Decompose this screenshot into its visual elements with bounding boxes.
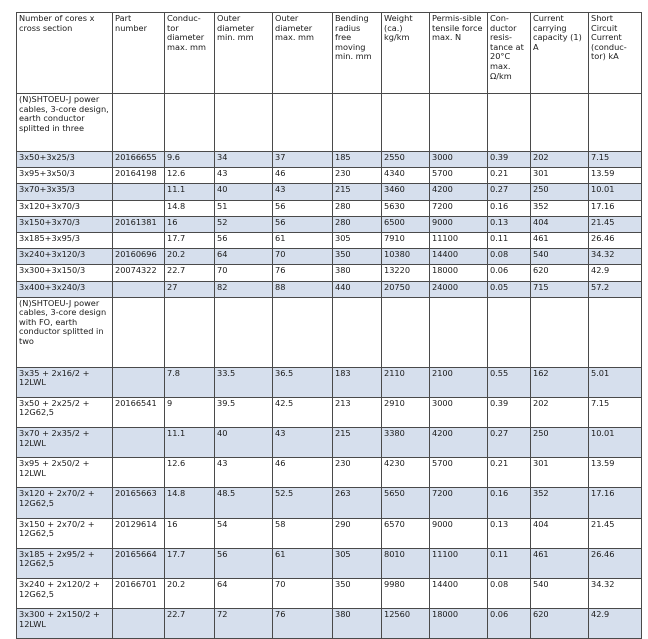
empty-cell bbox=[333, 297, 382, 367]
table-row bbox=[17, 184, 642, 200]
table-cell: 2110 bbox=[382, 367, 430, 397]
table-cell: 0.21 bbox=[488, 168, 531, 184]
col-header-current-capacity: Current carrying capacity (1) A bbox=[531, 13, 589, 94]
col-header-cores: Number of cores x cross section bbox=[17, 13, 113, 94]
table-cell: 24000 bbox=[430, 281, 488, 297]
empty-cell bbox=[113, 297, 165, 367]
table-cell: 43 bbox=[273, 184, 333, 200]
table-cell: 0.16 bbox=[488, 488, 531, 518]
table-cell: 88 bbox=[273, 281, 333, 297]
table-cell: 70 bbox=[273, 579, 333, 609]
table-cell: 43 bbox=[273, 428, 333, 458]
table-cell: 0.21 bbox=[488, 458, 531, 488]
table-cell: 58 bbox=[273, 518, 333, 548]
table-cell: 3x300 + 2x150/2 + 12LWL bbox=[17, 609, 113, 639]
table-cell: 6500 bbox=[382, 216, 430, 232]
table-cell: 0.06 bbox=[488, 265, 531, 281]
table-cell: 70 bbox=[215, 265, 273, 281]
table-cell: 440 bbox=[333, 281, 382, 297]
table-cell: 7200 bbox=[430, 200, 488, 216]
table-row bbox=[17, 249, 642, 265]
table-cell: 9000 bbox=[430, 216, 488, 232]
table-cell: 52.5 bbox=[273, 488, 333, 518]
table-cell: 461 bbox=[531, 548, 589, 578]
table-cell bbox=[113, 200, 165, 216]
table-cell: 14.8 bbox=[165, 488, 215, 518]
table-cell: 10.01 bbox=[589, 428, 642, 458]
table-row bbox=[17, 232, 642, 248]
table-row bbox=[17, 548, 642, 578]
table-cell: 17.7 bbox=[165, 548, 215, 578]
table-cell: 7200 bbox=[430, 488, 488, 518]
table-cell: 48.5 bbox=[215, 488, 273, 518]
table-cell: 51 bbox=[215, 200, 273, 216]
table-cell: 12.6 bbox=[165, 168, 215, 184]
table-cell: 0.39 bbox=[488, 397, 531, 427]
col-header-weight: Weight (ca.) kg/km bbox=[382, 13, 430, 94]
table-cell: 5700 bbox=[430, 168, 488, 184]
table-cell: 3x35 + 2x16/2 + 12LWL bbox=[17, 367, 113, 397]
table-cell: 5630 bbox=[382, 200, 430, 216]
table-cell: 280 bbox=[333, 200, 382, 216]
table-cell: 620 bbox=[531, 609, 589, 639]
table-cell: 12560 bbox=[382, 609, 430, 639]
table-cell: 46 bbox=[273, 458, 333, 488]
table-cell: 5650 bbox=[382, 488, 430, 518]
table-cell: 3x50+3x25/3 bbox=[17, 152, 113, 168]
table-cell: 352 bbox=[531, 200, 589, 216]
table-cell: 20161381 bbox=[113, 216, 165, 232]
table-cell: 61 bbox=[273, 548, 333, 578]
table-cell: 20160696 bbox=[113, 249, 165, 265]
table-cell: 20074322 bbox=[113, 265, 165, 281]
table-cell: 42.5 bbox=[273, 397, 333, 427]
table-cell: 4230 bbox=[382, 458, 430, 488]
table-row bbox=[17, 367, 642, 397]
table-cell: 3x300+3x150/3 bbox=[17, 265, 113, 281]
table-cell: 9 bbox=[165, 397, 215, 427]
table-row bbox=[17, 518, 642, 548]
table-cell: 20.2 bbox=[165, 249, 215, 265]
table-cell: 61 bbox=[273, 232, 333, 248]
table-cell: 3x120 + 2x70/2 + 12G62,5 bbox=[17, 488, 113, 518]
table-cell: 715 bbox=[531, 281, 589, 297]
table-cell: 22.7 bbox=[165, 609, 215, 639]
table-cell: 540 bbox=[531, 579, 589, 609]
col-header-conductor-diameter: Conduc-tor diameter max. mm bbox=[165, 13, 215, 94]
table-row bbox=[17, 488, 642, 518]
table-cell: 56 bbox=[273, 200, 333, 216]
table-cell: 56 bbox=[215, 232, 273, 248]
table-cell: 620 bbox=[531, 265, 589, 281]
empty-cell bbox=[488, 297, 531, 367]
col-header-part-number: Part number bbox=[113, 13, 165, 94]
table-cell: 9980 bbox=[382, 579, 430, 609]
section-title: (N)SHTOEU-J power cables, 3-core design, earth conductor splitted in three bbox=[17, 94, 113, 152]
table-row bbox=[17, 579, 642, 609]
table-cell: 22.7 bbox=[165, 265, 215, 281]
empty-cell bbox=[531, 297, 589, 367]
table-cell: 404 bbox=[531, 518, 589, 548]
table-cell: 14.8 bbox=[165, 200, 215, 216]
table-cell: 20166655 bbox=[113, 152, 165, 168]
table-cell: 11100 bbox=[430, 548, 488, 578]
table-cell: 34.32 bbox=[589, 579, 642, 609]
table-cell: 56 bbox=[273, 216, 333, 232]
empty-cell bbox=[382, 297, 430, 367]
table-cell bbox=[113, 609, 165, 639]
table-cell: 3x185 + 2x95/2 + 12G62,5 bbox=[17, 548, 113, 578]
table-cell: 3000 bbox=[430, 397, 488, 427]
table-cell: 76 bbox=[273, 609, 333, 639]
table-cell: 4200 bbox=[430, 184, 488, 200]
table-cell: 12.6 bbox=[165, 458, 215, 488]
table-row bbox=[17, 281, 642, 297]
table-cell: 380 bbox=[333, 609, 382, 639]
table-cell bbox=[113, 184, 165, 200]
empty-cell bbox=[165, 297, 215, 367]
col-header-conductor-resistance: Con-ductor resis-tance at 20°C max. Ω/km bbox=[488, 13, 531, 94]
table-cell: 3380 bbox=[382, 428, 430, 458]
table-row bbox=[17, 216, 642, 232]
empty-cell bbox=[273, 297, 333, 367]
table-cell: 2550 bbox=[382, 152, 430, 168]
table-cell: 7910 bbox=[382, 232, 430, 248]
table-cell: 20164198 bbox=[113, 168, 165, 184]
table-cell: 185 bbox=[333, 152, 382, 168]
table-cell: 0.39 bbox=[488, 152, 531, 168]
table-row bbox=[17, 265, 642, 281]
table-cell: 26.46 bbox=[589, 548, 642, 578]
table-cell: 0.13 bbox=[488, 216, 531, 232]
table-cell: 20165663 bbox=[113, 488, 165, 518]
table-row bbox=[17, 609, 642, 639]
table-cell: 3x240+3x120/3 bbox=[17, 249, 113, 265]
table-cell: 72 bbox=[215, 609, 273, 639]
col-header-bending-radius: Bending radius free moving min. mm bbox=[333, 13, 382, 94]
table-cell: 2910 bbox=[382, 397, 430, 427]
empty-cell bbox=[215, 297, 273, 367]
table-cell: 215 bbox=[333, 428, 382, 458]
table-cell: 7.8 bbox=[165, 367, 215, 397]
table-row bbox=[17, 397, 642, 427]
table-cell: 16 bbox=[165, 518, 215, 548]
table-row bbox=[17, 428, 642, 458]
table-cell: 202 bbox=[531, 397, 589, 427]
table-cell: 540 bbox=[531, 249, 589, 265]
table-cell: 46 bbox=[273, 168, 333, 184]
table-cell: 0.11 bbox=[488, 548, 531, 578]
table-cell: 215 bbox=[333, 184, 382, 200]
table-cell: 20165664 bbox=[113, 548, 165, 578]
table-cell: 33.5 bbox=[215, 367, 273, 397]
table-cell: 27 bbox=[165, 281, 215, 297]
table-cell: 14400 bbox=[430, 579, 488, 609]
empty-cell bbox=[113, 94, 165, 152]
cable-data-table-container bbox=[16, 12, 642, 639]
table-cell: 42.9 bbox=[589, 609, 642, 639]
table-cell: 3460 bbox=[382, 184, 430, 200]
table-cell: 0.11 bbox=[488, 232, 531, 248]
table-cell: 0.13 bbox=[488, 518, 531, 548]
table-cell: 34.32 bbox=[589, 249, 642, 265]
table-cell: 280 bbox=[333, 216, 382, 232]
empty-cell bbox=[273, 94, 333, 152]
table-cell: 10380 bbox=[382, 249, 430, 265]
table-cell: 21.45 bbox=[589, 216, 642, 232]
table-cell: 34 bbox=[215, 152, 273, 168]
table-cell: 20166701 bbox=[113, 579, 165, 609]
table-cell: 3x185+3x95/3 bbox=[17, 232, 113, 248]
table-cell: 64 bbox=[215, 249, 273, 265]
table-cell: 461 bbox=[531, 232, 589, 248]
table-cell: 5.01 bbox=[589, 367, 642, 397]
table-cell: 20129614 bbox=[113, 518, 165, 548]
table-cell bbox=[113, 458, 165, 488]
table-cell: 301 bbox=[531, 458, 589, 488]
section-title-row bbox=[17, 297, 642, 367]
table-cell: 3x95 + 2x50/2 + 12LWL bbox=[17, 458, 113, 488]
table-cell: 37 bbox=[273, 152, 333, 168]
table-cell: 183 bbox=[333, 367, 382, 397]
table-cell: 36.5 bbox=[273, 367, 333, 397]
table-cell: 3x150+3x70/3 bbox=[17, 216, 113, 232]
table-cell: 3x70+3x35/3 bbox=[17, 184, 113, 200]
table-cell: 7.15 bbox=[589, 152, 642, 168]
table-cell: 404 bbox=[531, 216, 589, 232]
table-cell: 9.6 bbox=[165, 152, 215, 168]
empty-cell bbox=[531, 94, 589, 152]
table-cell: 305 bbox=[333, 548, 382, 578]
col-header-tensile-force: Permis-sible tensile force max. N bbox=[430, 13, 488, 94]
table-cell: 64 bbox=[215, 579, 273, 609]
table-cell: 0.05 bbox=[488, 281, 531, 297]
table-cell: 6570 bbox=[382, 518, 430, 548]
table-cell: 3x150 + 2x70/2 + 12G62,5 bbox=[17, 518, 113, 548]
table-cell: 13.59 bbox=[589, 458, 642, 488]
table-cell: 350 bbox=[333, 579, 382, 609]
table-cell: 0.27 bbox=[488, 428, 531, 458]
header-row bbox=[17, 13, 642, 94]
table-row bbox=[17, 200, 642, 216]
table-cell: 3x400+3x240/3 bbox=[17, 281, 113, 297]
table-cell: 7.15 bbox=[589, 397, 642, 427]
table-cell bbox=[113, 281, 165, 297]
table-cell: 54 bbox=[215, 518, 273, 548]
table-cell: 4340 bbox=[382, 168, 430, 184]
table-cell: 42.9 bbox=[589, 265, 642, 281]
table-cell: 250 bbox=[531, 428, 589, 458]
table-cell: 352 bbox=[531, 488, 589, 518]
table-cell: 301 bbox=[531, 168, 589, 184]
table-cell: 3x70 + 2x35/2 + 12LWL bbox=[17, 428, 113, 458]
table-cell: 26.46 bbox=[589, 232, 642, 248]
empty-cell bbox=[430, 94, 488, 152]
table-cell: 202 bbox=[531, 152, 589, 168]
empty-cell bbox=[215, 94, 273, 152]
table-cell: 20166541 bbox=[113, 397, 165, 427]
empty-cell bbox=[165, 94, 215, 152]
table-cell: 213 bbox=[333, 397, 382, 427]
section-title: (N)SHTOEU-J power cables, 3-core design with FO, earth conductor splitted in two bbox=[17, 297, 113, 367]
table-cell: 70 bbox=[273, 249, 333, 265]
col-header-outer-diameter-max: Outer diameter max. mm bbox=[273, 13, 333, 94]
table-cell: 56 bbox=[215, 548, 273, 578]
table-row bbox=[17, 458, 642, 488]
table-cell: 0.55 bbox=[488, 367, 531, 397]
table-cell: 4200 bbox=[430, 428, 488, 458]
cable-data-table bbox=[16, 12, 642, 639]
table-cell: 14400 bbox=[430, 249, 488, 265]
table-cell: 230 bbox=[333, 168, 382, 184]
table-cell: 16 bbox=[165, 216, 215, 232]
table-cell: 11.1 bbox=[165, 184, 215, 200]
table-cell: 3x240 + 2x120/2 + 12G62,5 bbox=[17, 579, 113, 609]
table-cell: 0.08 bbox=[488, 249, 531, 265]
table-cell: 17.16 bbox=[589, 488, 642, 518]
col-header-short-circuit-current: Short Circuit Current (conduc-tor) kA bbox=[589, 13, 642, 94]
table-cell: 250 bbox=[531, 184, 589, 200]
table-cell: 11.1 bbox=[165, 428, 215, 458]
table-cell: 18000 bbox=[430, 265, 488, 281]
table-cell: 40 bbox=[215, 428, 273, 458]
table-cell: 21.45 bbox=[589, 518, 642, 548]
table-cell: 0.06 bbox=[488, 609, 531, 639]
empty-cell bbox=[589, 94, 642, 152]
table-cell: 57.2 bbox=[589, 281, 642, 297]
section-title-row bbox=[17, 94, 642, 152]
table-cell: 0.27 bbox=[488, 184, 531, 200]
table-cell: 20.2 bbox=[165, 579, 215, 609]
table-cell bbox=[113, 428, 165, 458]
table-cell: 3x120+3x70/3 bbox=[17, 200, 113, 216]
table-cell: 10.01 bbox=[589, 184, 642, 200]
table-cell: 350 bbox=[333, 249, 382, 265]
table-cell: 305 bbox=[333, 232, 382, 248]
table-cell: 20750 bbox=[382, 281, 430, 297]
table-cell: 162 bbox=[531, 367, 589, 397]
empty-cell bbox=[333, 94, 382, 152]
table-cell: 13220 bbox=[382, 265, 430, 281]
table-body bbox=[17, 94, 642, 639]
table-cell bbox=[113, 367, 165, 397]
table-cell: 0.08 bbox=[488, 579, 531, 609]
table-cell: 43 bbox=[215, 168, 273, 184]
col-header-outer-diameter-min: Outer diameter min. mm bbox=[215, 13, 273, 94]
table-cell: 0.16 bbox=[488, 200, 531, 216]
empty-cell bbox=[382, 94, 430, 152]
table-cell: 43 bbox=[215, 458, 273, 488]
table-cell: 3x50 + 2x25/2 + 12G62,5 bbox=[17, 397, 113, 427]
table-cell: 40 bbox=[215, 184, 273, 200]
table-cell: 3000 bbox=[430, 152, 488, 168]
table-cell: 76 bbox=[273, 265, 333, 281]
table-cell: 11100 bbox=[430, 232, 488, 248]
table-row bbox=[17, 168, 642, 184]
table-cell: 82 bbox=[215, 281, 273, 297]
table-cell: 18000 bbox=[430, 609, 488, 639]
table-cell: 17.16 bbox=[589, 200, 642, 216]
table-cell: 3x95+3x50/3 bbox=[17, 168, 113, 184]
table-cell: 39.5 bbox=[215, 397, 273, 427]
table-cell: 17.7 bbox=[165, 232, 215, 248]
empty-cell bbox=[430, 297, 488, 367]
table-cell: 9000 bbox=[430, 518, 488, 548]
table-cell: 263 bbox=[333, 488, 382, 518]
table-cell: 2100 bbox=[430, 367, 488, 397]
table-cell: 52 bbox=[215, 216, 273, 232]
table-cell: 380 bbox=[333, 265, 382, 281]
table-row bbox=[17, 152, 642, 168]
table-cell bbox=[113, 232, 165, 248]
table-cell: 5700 bbox=[430, 458, 488, 488]
table-cell: 13.59 bbox=[589, 168, 642, 184]
empty-cell bbox=[589, 297, 642, 367]
empty-cell bbox=[488, 94, 531, 152]
table-cell: 290 bbox=[333, 518, 382, 548]
table-cell: 8010 bbox=[382, 548, 430, 578]
table-cell: 230 bbox=[333, 458, 382, 488]
